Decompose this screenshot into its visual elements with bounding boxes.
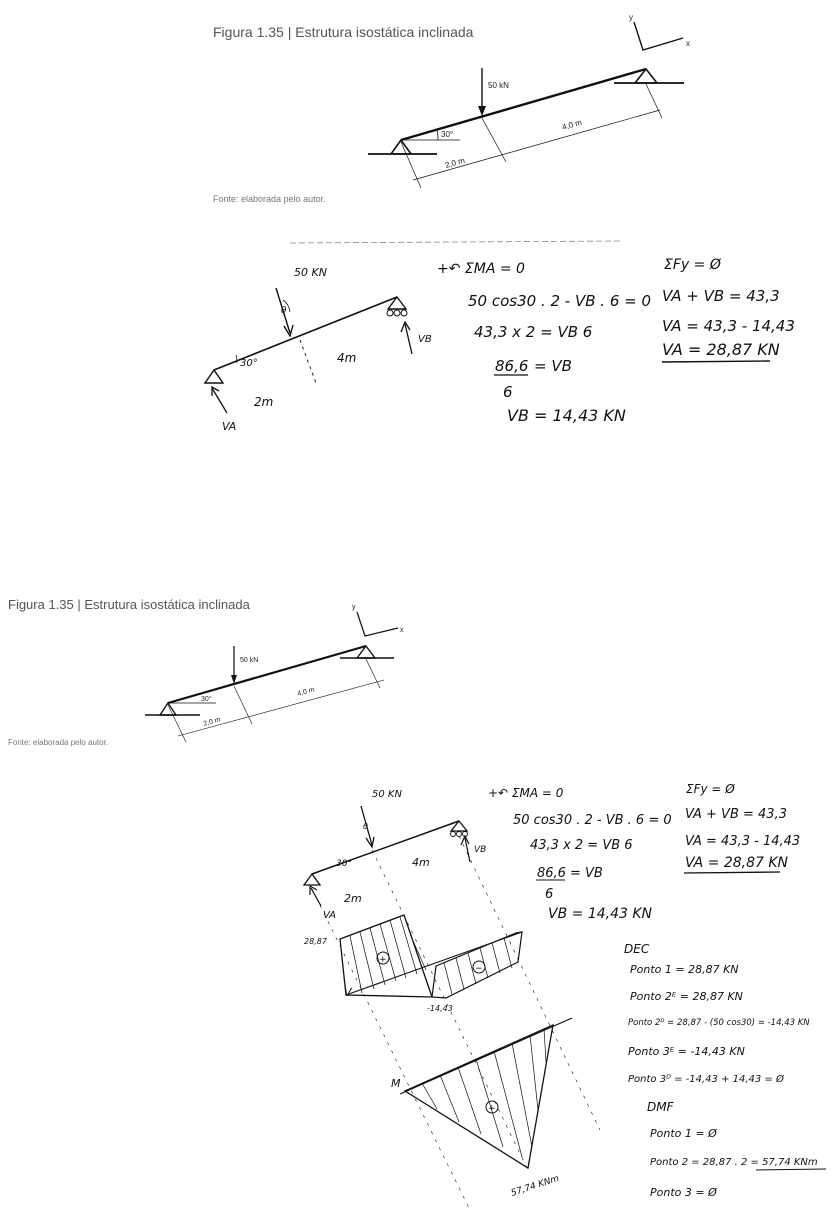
sketch-load-label-2: 50 KN xyxy=(372,789,402,800)
shear-force-diagram xyxy=(304,915,522,1013)
moment-eq-line-1-2: 50 cos30 . 2 - VB . 6 = 0 xyxy=(513,813,672,828)
sketch-vb-label-2: VB xyxy=(474,845,487,855)
solution-2 xyxy=(304,782,826,1210)
force-eq-line-2: VA = 43,3 - 14,43 xyxy=(662,317,795,335)
force-equilibrium-1 xyxy=(662,257,795,362)
load-label: 50 kN xyxy=(488,81,509,90)
figure-2-source: Fonte: elaborada pelo autor. xyxy=(8,738,109,747)
sum-moments-header: +↶ ΣMA = 0 xyxy=(437,261,525,277)
sketch-vb-arrow-2 xyxy=(461,836,470,862)
solution-1 xyxy=(205,257,795,433)
sketch-va-arrow xyxy=(212,387,227,413)
force-eq-line-2-2: VA = 43,3 - 14,43 xyxy=(685,834,801,849)
shear-sign-negative: − xyxy=(475,964,483,974)
figure-2-caption: Figura 1.35 | Estrutura isostática inclinada xyxy=(8,597,250,612)
vb-result: VB = 14,43 KN xyxy=(507,406,626,425)
moment-equilibrium-2 xyxy=(488,786,672,922)
fraction-numerator: 86,6 xyxy=(495,357,529,375)
sketch-va-arrow-2 xyxy=(310,886,321,906)
va-result: VA = 28,87 KN xyxy=(662,340,780,359)
fraction-denominator-2: 6 xyxy=(545,887,554,902)
axes-icon xyxy=(352,604,404,636)
dimension-4m-label-2: 4,0 m xyxy=(296,686,316,698)
scan-divider xyxy=(290,241,620,243)
moment-baseline xyxy=(400,1018,572,1094)
sketch-support-left-2 xyxy=(304,874,320,885)
inclined-beam-2 xyxy=(168,646,366,703)
pinned-support-left xyxy=(368,140,437,154)
dimension-4m-label: 4,0 m xyxy=(561,117,583,132)
sketch-va-label-2: VA xyxy=(323,910,337,921)
dimension-2m-label: 2,0 m xyxy=(444,155,466,170)
moment-positive-region xyxy=(405,1025,553,1168)
sketch-dim-4m: 4m xyxy=(337,351,357,365)
sketch-angle-label-2: 30° xyxy=(336,859,352,869)
angle-label-2: 30° xyxy=(201,696,212,703)
force-eq-line-1-2: VA + VB = 43,3 xyxy=(685,807,787,822)
shear-sign-positive: + xyxy=(379,955,387,965)
dec-notes xyxy=(624,942,810,1085)
figure-1 xyxy=(213,13,690,204)
force-equilibrium-2 xyxy=(684,782,800,873)
sketch-load-label: 50 KN xyxy=(294,266,327,279)
sketch-angle-label: 30° xyxy=(240,358,258,369)
axis-x-label: x xyxy=(686,39,690,48)
dec-title: DEC xyxy=(624,942,650,956)
moment-hatching xyxy=(422,1029,546,1157)
moment-eq-line-2-2: 43,3 x 2 = VB 6 xyxy=(530,838,633,853)
sketch-theta-label-2: θ xyxy=(363,822,368,831)
shear-axis-label: V xyxy=(344,986,352,999)
sum-forces-header-2: ΣFy = Ø xyxy=(686,782,735,796)
vb-result-2: VB = 14,43 KN xyxy=(548,906,652,922)
fraction-numerator-2: 86,6 xyxy=(537,866,566,881)
sketch-divider xyxy=(300,340,316,383)
dec-line-3: Ponto 2ᴰ = 28,87 - (50 cos30) = -14,43 KN xyxy=(628,1018,810,1028)
dec-line-5: Ponto 3ᴰ = -14,43 + 14,43 = Ø xyxy=(628,1074,784,1085)
fraction-equals: = VB xyxy=(534,357,572,375)
bending-moment-diagram xyxy=(391,1018,572,1199)
sketch-va-label: VA xyxy=(222,420,237,433)
dec-line-1: Ponto 1 = 28,87 KN xyxy=(630,963,739,976)
dmf-notes xyxy=(647,1100,826,1199)
moment-peak-label: 57,74 KNm xyxy=(509,1173,561,1199)
figure-1-source: Fonte: elaborada pelo autor. xyxy=(213,194,326,204)
sketch-beam-2 xyxy=(312,821,459,874)
sketch-vb-arrow xyxy=(401,322,412,354)
axes-icon xyxy=(629,13,690,50)
sketch-support-left xyxy=(205,370,223,383)
figure-2 xyxy=(8,597,404,747)
moment-sign-positive: + xyxy=(488,1104,496,1114)
dimension-2m-label-2: 2,0 m xyxy=(202,716,222,728)
moment-equilibrium-1 xyxy=(437,261,651,425)
shear-value-positive: 28,87 xyxy=(304,937,327,946)
handwritten-sketch-1 xyxy=(205,266,432,433)
shear-value-negative: -14,43 xyxy=(427,1004,453,1013)
moment-eq-line-1: 50 cos30 . 2 - VB . 6 = 0 xyxy=(468,292,652,310)
dec-line-2: Ponto 2ᴱ = 28,87 KN xyxy=(630,990,743,1003)
axis-y-label-2: y xyxy=(352,604,356,611)
sketch-vb-label: VB xyxy=(418,334,432,345)
va-result-2: VA = 28,87 KN xyxy=(685,855,789,871)
sum-forces-header: ΣFy = Ø xyxy=(664,257,721,273)
moment-eq-line-2: 43,3 x 2 = VB 6 xyxy=(474,323,593,341)
axis-y-label: y xyxy=(629,13,633,22)
fraction-denominator: 6 xyxy=(503,383,513,401)
figure-1-caption: Figura 1.35 | Estrutura isostática inclinada xyxy=(213,24,474,40)
dec-line-4: Ponto 3ᴱ = -14,43 KN xyxy=(628,1045,745,1058)
load-label-2: 50 kN xyxy=(240,657,259,664)
sketch-dim-4m-2: 4m xyxy=(412,856,430,869)
axis-x-label-2: x xyxy=(400,627,404,634)
sketch-dim-2m-2: 2m xyxy=(344,892,362,905)
sketch-theta-label: θ xyxy=(281,306,287,316)
pinned-support-left-2 xyxy=(145,703,200,715)
dmf-line-2: Ponto 2 = 28,87 . 2 = 57,74 KNm xyxy=(650,1157,818,1168)
fraction-equals-2: = VB xyxy=(570,866,603,881)
angle-label: 30° xyxy=(441,130,454,139)
dmf-title: DMF xyxy=(647,1100,674,1114)
force-eq-line-1: VA + VB = 43,3 xyxy=(662,287,780,305)
sketch-dim-2m: 2m xyxy=(254,395,274,409)
dmf-line-3: Ponto 3 = Ø xyxy=(650,1186,717,1199)
dmf-line-1: Ponto 1 = Ø xyxy=(650,1127,717,1140)
sum-moments-header-2: +↶ ΣMA = 0 xyxy=(488,786,564,800)
inclined-beam xyxy=(401,69,646,140)
moment-axis-label: M xyxy=(391,1077,401,1090)
